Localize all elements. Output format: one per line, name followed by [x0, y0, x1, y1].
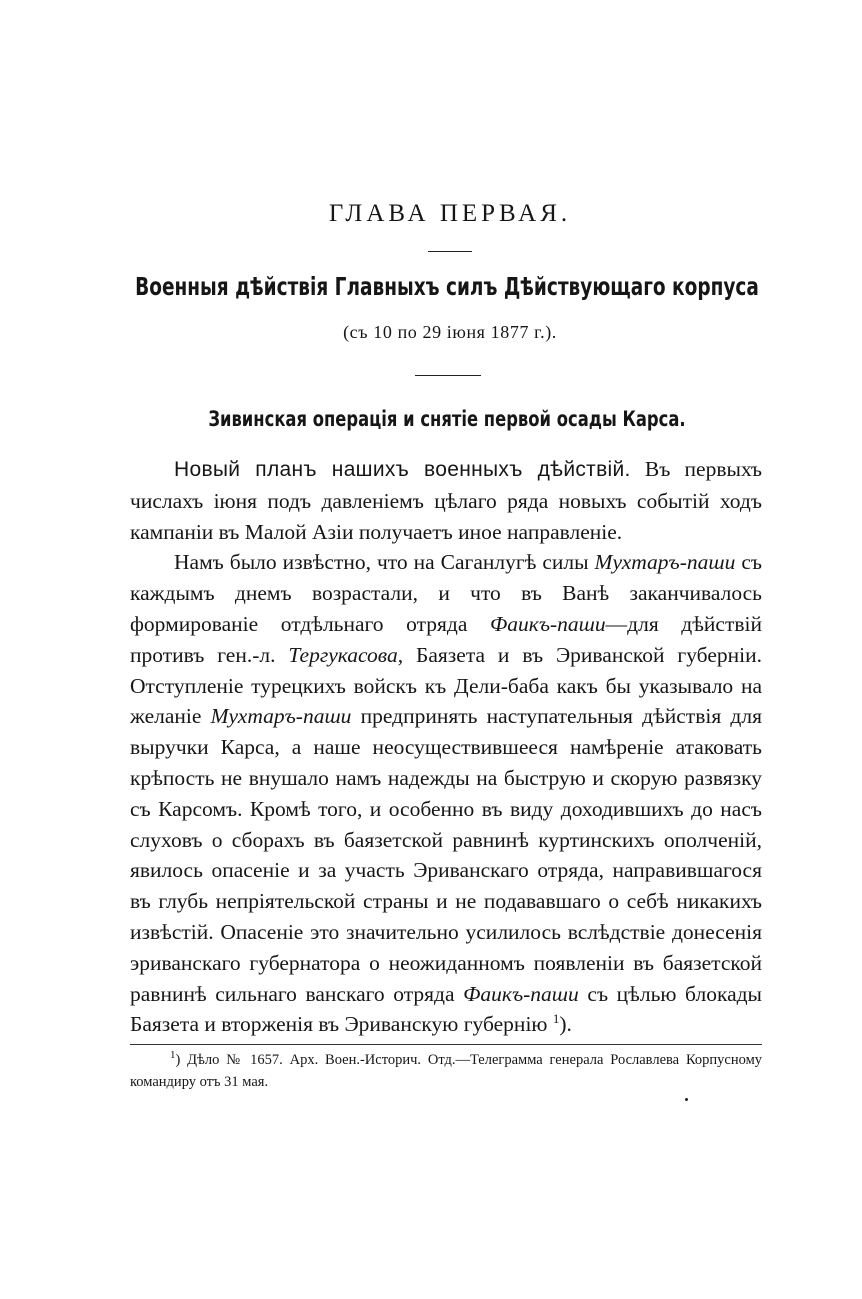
paragraph-2-text: съ цѣлью блокады Баязета и вторженія въ Эриванскую губернію [130, 981, 762, 1037]
paragraph-2-text: ). [559, 1012, 572, 1037]
footnote-divider [130, 1044, 762, 1045]
paragraph-2-text: —для дѣйствій противъ ген.-л. [130, 611, 762, 667]
paragraph-2-text: , Баязета и въ Эриванской губерніи. Отступленіе турецкихъ войскъ къ Дели-баба какъ бы указывало на желаніе [130, 642, 762, 729]
heading-divider [415, 375, 481, 376]
section-heading: Зивинская операція и снятіе первой осады Карса. [208, 407, 686, 431]
paragraph-1-text: Въ первыхъ числахъ іюня подъ давленіемъ цѣлаго ряда новыхъ событій ходъ кампаніи въ Малой Азіи получаетъ иное направленіе. [130, 457, 762, 544]
person-name: Тергукасова [288, 642, 398, 667]
title-divider [428, 251, 472, 252]
footnote [130, 1049, 762, 1093]
paragraph-2-text: Намъ было извѣстно, что на Саганлугѣ силы [174, 550, 595, 575]
footnote-marker: 1 [170, 1049, 176, 1061]
person-name: Фаикъ-паши [490, 611, 606, 636]
chapter-heading: Военныя дѣйствія Главныхъ силъ Дѣйствующаго корпуса [135, 272, 759, 301]
paragraph-1 [130, 454, 762, 547]
paragraph-lead-in: Новый планъ нашихъ военныхъ дѣйствій. [174, 458, 631, 481]
person-name: Мухтаръ-паши [594, 550, 736, 575]
person-name: Фаикъ-паши [463, 981, 579, 1006]
chapter-date-range: (съ 10 по 29 іюня 1877 г.). [343, 322, 557, 342]
paragraph-2-text: съ каждымъ днемъ возрастали, и что въ Ванѣ заканчивалось формированіе отдѣльнаго отряда [130, 550, 762, 636]
paragraph-2 [130, 547, 762, 1040]
print-speck [685, 1098, 688, 1101]
footnote-text: ) Дѣло № 1657. Арх. Воен.-Историч. Отд.—Телеграмма генерала Рославлева Корпусному командиру отъ 31 мая. [130, 1052, 762, 1090]
footnote-reference[interactable]: 1 [552, 1011, 560, 1027]
person-name: Мухтаръ-паши [210, 704, 352, 729]
body-text [130, 454, 762, 1040]
chapter-title: ГЛАВА ПЕРВАЯ. [328, 200, 572, 227]
paragraph-2-text: предпринять наступательныя дѣйствія для выручки Карса, а наше неосуществившееся намѣреніе атаковать крѣпость не внушало намъ надежды на быструю и скорую развязку съ Карсомъ. Кромѣ того, и особенно въ виду доходившихъ до насъ слуховъ о сборахъ въ баязетской равнинѣ куртинскихъ ополченій, явилось опасеніе и за участь Эриванскаго отряда, направившагося въ глубь непріятельской страны и не подававшаго о себѣ никакихъ извѣстій. Опасеніе это значительно усилилось вслѣдствіе донесенія эриванскаго губернатора о неожиданномъ появленіи въ баязетской равнинѣ сильнаго ванскаго отряда [130, 704, 762, 1006]
